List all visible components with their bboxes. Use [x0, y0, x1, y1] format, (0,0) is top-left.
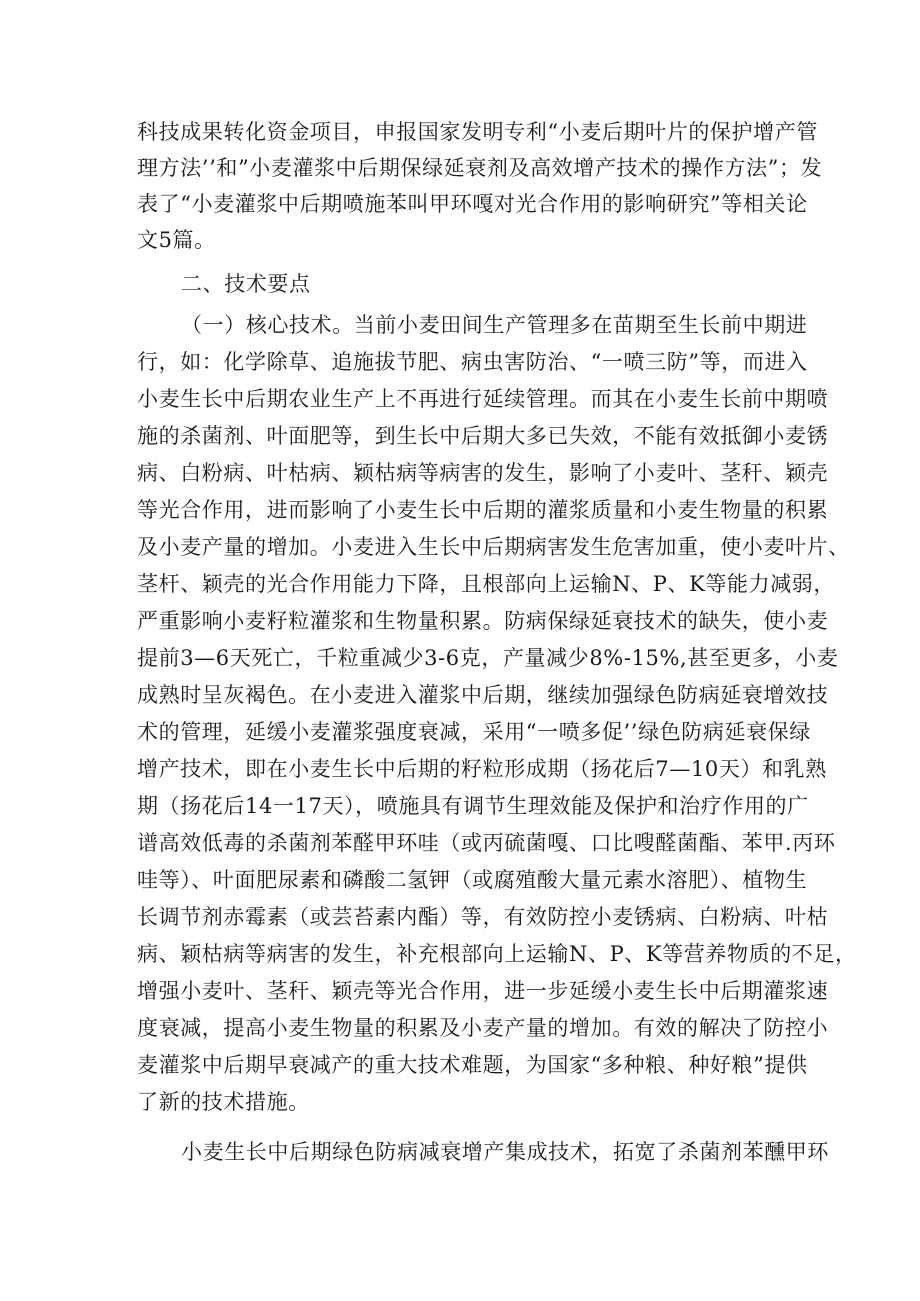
text-line: 病、颖枯病等病害的发生，补充根部向上运输N、P、K等营养物质的不足， [137, 942, 857, 966]
text-line: 表了“小麦灌浆中后期喷施苯叫甲环嘎对光合作用的影响研究”等相关论 [137, 192, 808, 216]
text-line: 行，如：化学除草、追施拔节肥、病虫害防治、“一喷三防”等，而进入 [137, 350, 808, 374]
text-line: 谱高效低毒的杀菌剂苯醛甲环哇（或丙硫菌嘎、口比嗖醛菌酯、苯甲.丙环 [137, 831, 836, 855]
text-line: 施的杀菌剂、叶面肥等，到生长中后期大多已失效，不能有效抵御小麦锈 [137, 424, 829, 448]
text-line: 增强小麦叶、茎秆、颖壳等光合作用，进一步延缓小麦生长中后期灌浆速 [137, 979, 829, 1003]
text-line: 长调节剂赤霉素（或芸苔素内酯）等，有效防控小麦锈病、白粉病、叶枯 [137, 905, 829, 929]
text-line: 文5篇。 [137, 228, 216, 252]
text-line: 提前3—6天死亡，千粒重减少3-6克，产量减少8%-15%,甚至更多，小麦 [137, 646, 839, 670]
text-line: 科技成果转化资金项目，申报国家发明专利“小麦后期叶片的保护增产管 [137, 120, 818, 144]
text-line: 期（扬花后14一17天），喷施具有调节生理效能及保护和治疗作用的广 [137, 794, 809, 818]
text-line: 茎杆、颖壳的光合作用能力下降，且根部向上运输N、P、K等能力减弱， [137, 572, 835, 596]
paragraph-start-line: 小麦生长中后期绿色防病减衰增产集成技术，拓宽了杀菌剂苯醺甲环 [181, 1140, 829, 1164]
text-line: 增产技术，即在小麦生长中后期的籽粒形成期（扬花后7—10天）和乳熟 [137, 757, 827, 781]
text-line: 理方法’’和”小麦灌浆中后期保绿延衰剂及高效增产技术的操作方法”；发 [137, 156, 823, 180]
text-line: 度衰减，提高小麦生物量的积累及小麦产量的增加。有效的解决了防控小 [137, 1016, 829, 1040]
text-line: 严重影响小麦籽粒灌浆和生物量积累。防病保绿延衰技术的缺失，使小麦 [137, 609, 829, 633]
text-line: 病、白粉病、叶枯病、颖枯病等病害的发生，影响了小麦叶、茎秆、颖壳 [137, 461, 829, 485]
text-line: 成熟时呈灰褐色。在小麦进入灌浆中后期，继续加强绿色防病延衰增效技 [137, 683, 829, 707]
subsection-heading-line: （一）核心技术。当前小麦田间生产管理多在苗期至生长前中期进 [181, 313, 808, 337]
text-line: 小麦生长中后期农业生产上不再进行延续管理。而其在小麦生长前中期喷 [137, 387, 829, 411]
section-heading: 二、技术要点 [181, 272, 311, 296]
text-line: 等光合作用，进而影响了小麦生长中后期的灌浆质量和小麦生物量的积累 [137, 498, 829, 522]
text-line: 术的管理，延缓小麦灌浆强度衰减，采用“一喷多促’’绿色防病延衰保绿 [137, 720, 811, 744]
text-line: 了新的技术措施。 [137, 1090, 310, 1114]
text-line: 哇等）、叶面肥尿素和磷酸二氢钾（或腐殖酸大量元素水溶肥）、植物生 [137, 868, 808, 892]
text-line: 麦灌浆中后期早衰减产的重大技术难题，为国家“多种粮、种好粮”提供 [137, 1053, 808, 1077]
text-line: 及小麦产量的增加。小麦进入生长中后期病害发生危害加重，使小麦叶片、 [137, 535, 850, 559]
